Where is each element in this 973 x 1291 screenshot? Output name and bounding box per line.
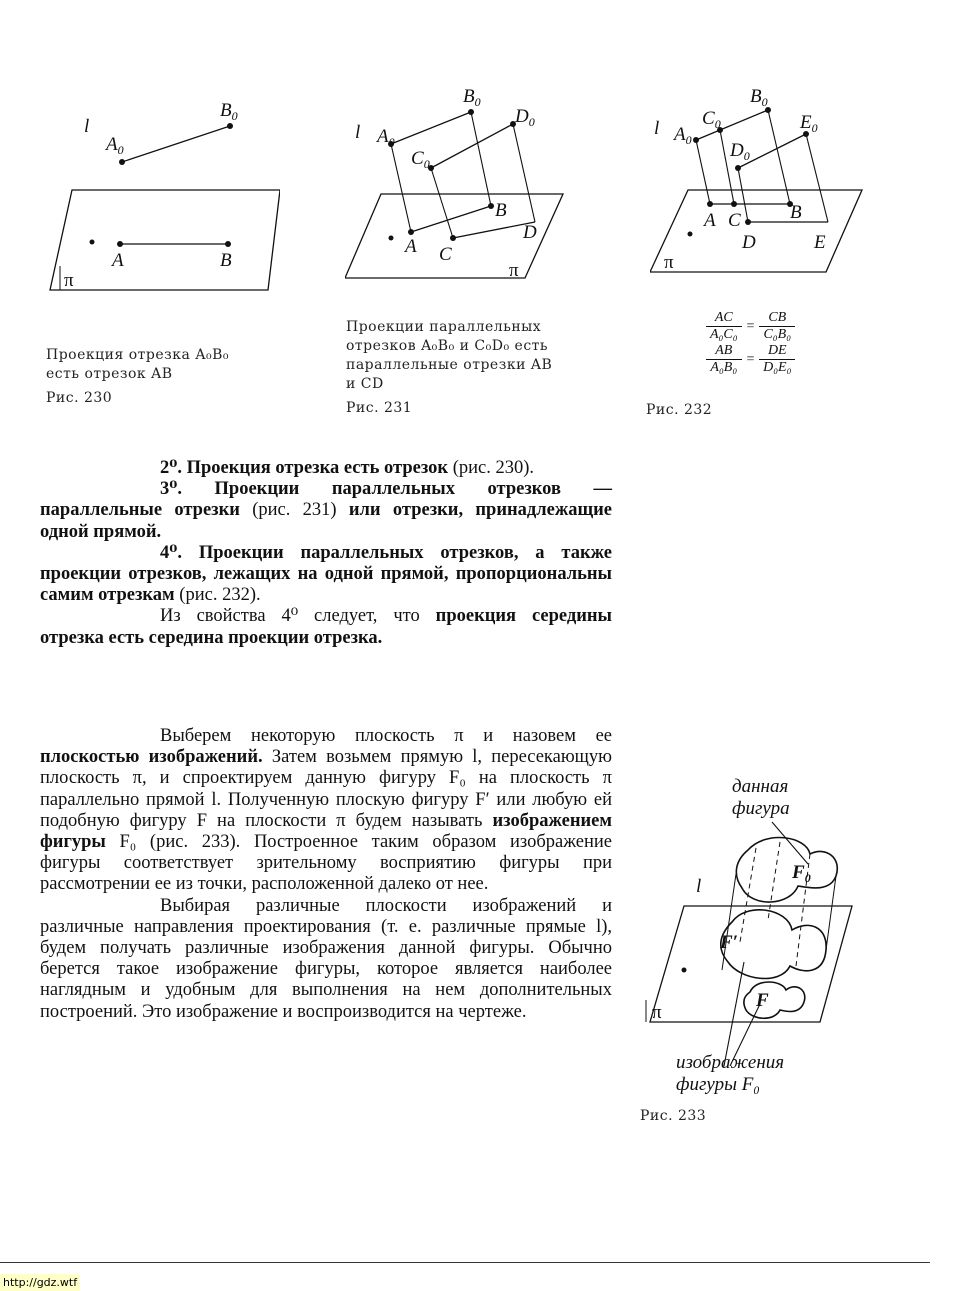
watermark-link[interactable]: http://gdz.wtf (0, 1274, 80, 1291)
svg-text:E0: $E_0$ (800, 112, 818, 135)
svg-text:A0: $A_0$ (377, 126, 395, 149)
svg-text:l: l (696, 876, 702, 897)
plane-pi (650, 190, 862, 272)
svg-text:B: B (790, 202, 802, 223)
svg-text:F′: F′ (720, 932, 739, 953)
svg-text:π: π (64, 270, 74, 291)
figure-230 (40, 90, 280, 300)
svg-text:π: π (664, 252, 674, 273)
svg-text:B0: $B_0$ (750, 86, 768, 109)
plane-pi (50, 190, 280, 290)
svg-text:фигуры F₀: фигуры F₀ (676, 1074, 760, 1095)
caption-231: Проекции параллельных отрезков A₀B₀ и C₀D₀ есть параллельные отрезки AB и CD (346, 319, 553, 392)
svg-text:A: A (405, 236, 417, 257)
ris-232: Рис. 232 (646, 402, 713, 418)
svg-text:D: D (523, 222, 537, 243)
svg-text:B0: $B_0$ (220, 100, 238, 123)
svg-text:A0: $A_0$ (106, 134, 124, 157)
figure-233 (640, 770, 860, 1100)
svg-text:данная: данная (732, 776, 789, 797)
label-l: l (84, 116, 90, 137)
svg-text:C0: $C_0$ (702, 108, 721, 131)
svg-text:l: l (355, 122, 361, 143)
svg-text:B: B (495, 200, 507, 221)
svg-text:π: π (652, 1002, 662, 1023)
ris-231: Рис. 231 (346, 400, 413, 416)
svg-text:π: π (509, 260, 519, 281)
svg-text:E: E (814, 232, 826, 253)
caption-230: Проекция отрезка A₀B₀ есть отрезок AB (46, 347, 229, 382)
svg-text:A: A (112, 250, 124, 271)
ris-230: Рис. 230 (46, 390, 113, 406)
figure-231 (345, 82, 575, 282)
svg-text:C0: $C_0$ (411, 148, 430, 171)
svg-text:l: l (654, 118, 660, 139)
svg-text:D: D (742, 232, 756, 253)
figure-232 (650, 82, 865, 282)
svg-text:B: B (220, 250, 232, 271)
svg-text:F: F (756, 990, 769, 1011)
svg-text:A: A (704, 210, 716, 231)
svg-text:D0: $D_0$ (515, 106, 535, 129)
properties-block: 2⁰. Проекция отрезка есть отрезок (рис. 230). 3⁰. Проекции параллельных отрезков — параллельные отрезки (рис. 231) или отрезки, принадлежащие одной прямой. 4⁰. Проекции параллельных отрезков, а также проекции отрезков, лежащих на одной прямой, пропорциональны самим отрезкам (рис. 232). Из свойства 4⁰ следует, что проекция середины отрезка есть середина проекции отрезка. (40, 458, 612, 648)
svg-text:изображения: изображения (676, 1052, 785, 1073)
svg-text:C: C (728, 210, 741, 231)
svg-text:C: C (439, 244, 452, 265)
ris-233: Рис. 233 (640, 1108, 707, 1124)
proportion-formula: AC = CB A₀C₀ C₀B₀ AB = DE A₀B₀ D₀E₀ (706, 310, 795, 376)
main-text-block: Выберем некоторую плоскость π и назовем ее плоскостью изображений. Затем возьмем прямую l, пересекающую плоскость π, и спроектируем данную фигуру F₀ на плоскость π параллельно прямой l. Полученную плоскую фигуру F′ или любую ей подобную фигуру F на плоскости π будем называть изображением фигуры F₀ (рис. 233). Построенное таким образом изображение фигуры соответствует зрительному восприятию фигуры при рассмотрении ее из точки, расположенной далеко от нее. Выбирая различные плоскости изображений и различные направления проектирования (т. е. различные прямые l), будем получать различные изображения данной фигуры. Обычно берется такое изображение фигуры, которое является наиболее наглядным и удобным для выполнения на нем дополнительных построений. Это изображение и воспроизводится на чертеже. (40, 726, 612, 1022)
svg-text:A0: $A_0$ (674, 124, 692, 147)
bottom-rule (0, 1262, 930, 1263)
svg-text:D0: $D_0$ (730, 140, 750, 163)
svg-text:B0: $B_0$ (463, 86, 481, 109)
svg-text:F0: $F_0$ (792, 862, 811, 885)
svg-text:фигура: фигура (732, 798, 790, 819)
